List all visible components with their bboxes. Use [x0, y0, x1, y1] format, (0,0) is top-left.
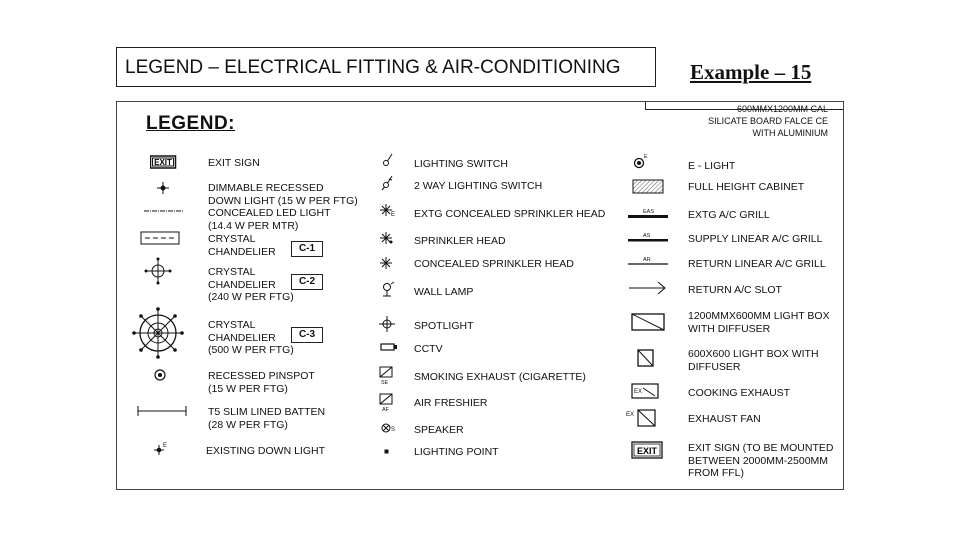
code-badge-c2: C-2 [291, 274, 323, 290]
svg-text:EX: EX [626, 412, 635, 418]
legend-item-full-height-cabinet: FULL HEIGHT CABINET [688, 181, 805, 193]
return-slot-arrow-icon [627, 280, 671, 308]
sprinkler-head-icon [379, 230, 419, 258]
ceiling-note: 600MMX1200MM CAL SILICATE BOARD FALCE CE WITH ALUMINIUM [708, 104, 828, 138]
svg-text:EXIT: EXIT [636, 446, 658, 456]
legend-item-chandelier-c2: CRYSTAL CHANDELIER (240 W PER FTG) [208, 266, 294, 303]
legend-item-extg-sprinkler: EXTG CONCEALED SPRINKLER HEAD [414, 208, 606, 220]
svg-text:E: E [391, 212, 396, 218]
svg-text:AR: AR [643, 257, 651, 263]
legend-item-exit-sign: EXIT SIGN [208, 157, 260, 169]
legend-item-exit-sign-mounted: EXIT SIGN (TO BE MOUNTED BETWEEN 2000MM-2500MM FROM FFL) [688, 442, 834, 479]
smoking-exhaust-icon [379, 365, 419, 393]
return-grill-icon [627, 254, 671, 282]
svg-text:SE: SE [381, 380, 389, 386]
svg-text:EXIT: EXIT [154, 158, 172, 167]
legend-item-exhaust-fan: EXHAUST FAN [688, 413, 761, 425]
existing-downlight-icon [153, 440, 193, 468]
light-box-1200-icon [631, 312, 671, 340]
legend-item-smoking-exhaust: SMOKING EXHAUST (CIGARETTE) [414, 371, 586, 383]
full-height-cabinet-icon [631, 178, 671, 206]
legend-item-concealed-sprinkler: CONCEALED SPRINKLER HEAD [414, 258, 574, 270]
light-box-600-icon [637, 348, 677, 376]
svg-text:E: E [644, 154, 648, 160]
e-light-icon [631, 152, 671, 180]
legend-item-return-grill: RETURN LINEAR A/C GRILL [688, 258, 826, 270]
legend-item-dimmable-downlight: DIMMABLE RECESSED DOWN LIGHT (15 W PER FTG) [208, 182, 358, 207]
recessed-pinspot-icon [152, 367, 192, 395]
legend-item-2way-switch: 2 WAY LIGHTING SWITCH [414, 180, 543, 192]
svg-text:E: E [163, 443, 168, 449]
legend-item-pinspot: RECESSED PINSPOT (15 W PER FTG) [208, 370, 315, 395]
legend-item-led-light: CONCEALED LED LIGHT (14.4 W PER MTR) [208, 207, 331, 232]
svg-text:EAS: EAS [643, 209, 655, 215]
recessed-downlight-icon [150, 180, 190, 208]
example-label: Example – 15 [690, 60, 812, 84]
legend-panel [116, 101, 844, 490]
existing-sprinkler-icon [379, 202, 419, 230]
crystal-chandelier-c3-icon [130, 306, 186, 360]
svg-text:AS: AS [643, 233, 651, 239]
legend-item-e-light: E - LIGHT [688, 160, 736, 172]
legend-item-lighting-switch: LIGHTING SWITCH [414, 158, 508, 170]
legend-item-extg-ac-grill: EXTG A/C GRILL [688, 209, 770, 221]
exit-sign-mounted-icon [631, 440, 671, 468]
slide-title: LEGEND – ELECTRICAL FITTING & AIR-CONDITIONING [116, 47, 656, 87]
code-badge-c3: C-3 [291, 327, 323, 343]
exit-sign-icon [150, 153, 190, 181]
code-badge-c1: C-1 [291, 241, 323, 257]
crystal-chandelier-c1-icon [139, 230, 179, 258]
svg-text:S: S [391, 427, 396, 433]
legend-item-cctv: CCTV [414, 343, 443, 355]
legend-item-chandelier-c1: CRYSTAL CHANDELIER [208, 233, 276, 258]
cooking-exhaust-icon [631, 382, 671, 410]
slim-batten-icon [136, 404, 188, 432]
legend-item-light-box-600: 600X600 LIGHT BOX WITH DIFFUSER [688, 348, 819, 373]
two-way-switch-icon [379, 174, 419, 202]
legend-item-air-freshener: AIR FRESHIER [414, 397, 488, 409]
legend-item-wall-lamp: WALL LAMP [414, 286, 474, 298]
legend-item-light-box-1200: 1200MMX600MM LIGHT BOX WITH DIFFUSER [688, 310, 830, 335]
legend-item-t5-batten: T5 SLIM LINED BATTEN (28 W PER FTG) [208, 406, 326, 431]
legend-item-cooking-exhaust: COOKING EXHAUST [688, 387, 791, 399]
svg-text:EX: EX [634, 389, 643, 395]
legend-item-supply-grill: SUPPLY LINEAR A/C GRILL [688, 233, 823, 245]
air-freshener-icon [379, 392, 419, 420]
legend-heading: LEGEND: [146, 113, 235, 134]
exhaust-fan-icon [625, 408, 665, 436]
legend-item-existing-downlight: EXISTING DOWN LIGHT [206, 445, 326, 457]
legend-item-lighting-point: LIGHTING POINT [414, 446, 499, 458]
concealed-sprinkler-icon [379, 255, 419, 283]
legend-item-spotlight: SPOTLIGHT [414, 320, 474, 332]
crystal-chandelier-c2-icon [143, 256, 179, 288]
legend-item-sprinkler-head: SPRINKLER HEAD [414, 235, 506, 247]
legend-item-speaker: SPEAKER [414, 424, 464, 436]
legend-item-return-slot: RETURN A/C SLOT [688, 284, 782, 296]
legend-item-chandelier-c3: CRYSTAL CHANDELIER (500 W PER FTG) [208, 319, 294, 356]
svg-text:AF: AF [382, 407, 390, 413]
